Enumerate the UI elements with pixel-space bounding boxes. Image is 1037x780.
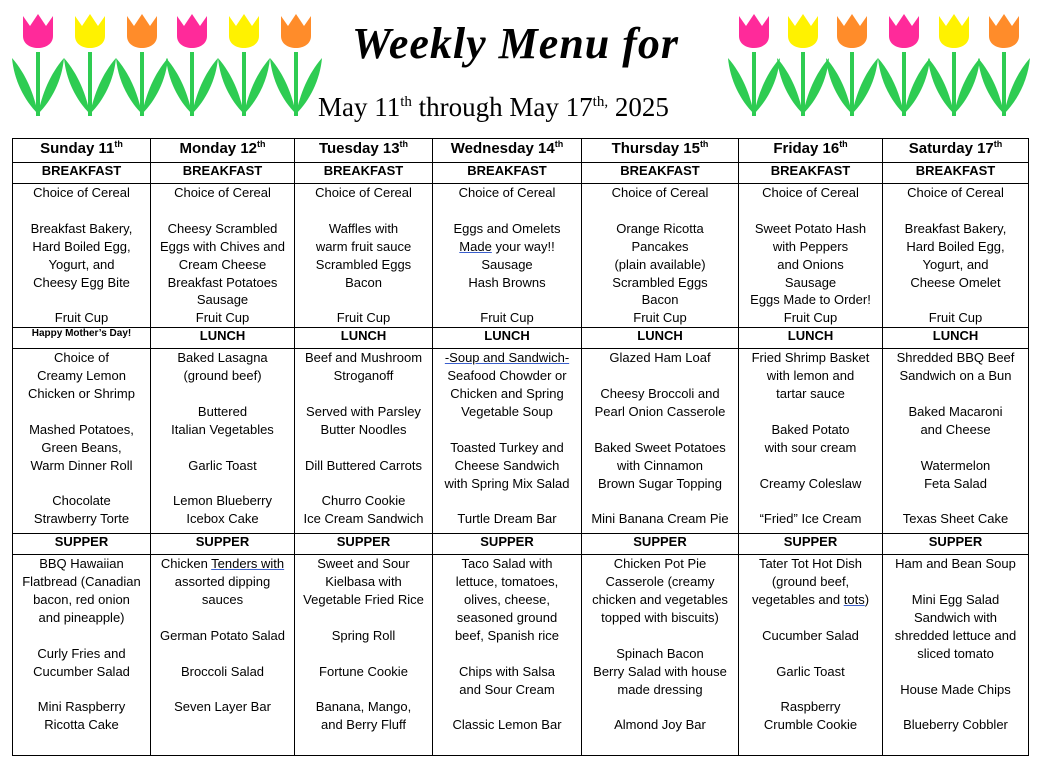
- lunch-cell: [739, 349, 883, 534]
- tulip-leaf: [38, 58, 64, 114]
- supper-cell: [433, 555, 582, 756]
- menu-item-line: [883, 698, 1028, 716]
- supper-label: SUPPER: [582, 534, 739, 555]
- menu-item-line: Seafood Chowder or: [447, 368, 567, 384]
- supper-label: SUPPER: [295, 534, 433, 555]
- tulip-flower: [281, 14, 311, 48]
- menu-item-line: Sweet and Sour: [317, 556, 410, 572]
- menu-item-line: Hard Boiled Egg,: [32, 238, 131, 254]
- menu-item-line: Green Beans,: [41, 439, 122, 455]
- menu-item-line: Stroganoff: [333, 368, 394, 384]
- menu-item-line: assorted dipping: [174, 574, 271, 590]
- lunch-label: LUNCH: [739, 328, 883, 349]
- lunch-label: LUNCH: [883, 328, 1029, 349]
- menu-item-line: [295, 645, 432, 663]
- supper-label-row: [13, 534, 1029, 555]
- menu-item-line: Breakfast Potatoes: [167, 274, 278, 290]
- menu-item-line: Choice of Cereal: [611, 185, 709, 200]
- tulip-flower: [177, 14, 207, 48]
- supper-row: [13, 555, 1029, 756]
- menu-item-line: Butter Noodles: [320, 421, 407, 437]
- menu-item-line: Watermelon: [920, 457, 991, 473]
- menu-item-line: “Fried” Ice Cream: [759, 511, 862, 527]
- menu-item-line: Sandwich on a Bun: [899, 368, 1012, 384]
- menu-item-line: Chicken Pot Pie: [613, 556, 707, 572]
- menu-item-line: chicken and vegetables: [592, 592, 728, 608]
- menu-item-line: Scrambled Eggs: [612, 274, 708, 290]
- menu-item-line: [433, 698, 581, 716]
- menu-item-line: Glazed Ham Loaf: [609, 350, 711, 366]
- menu-item-line: Fortune Cookie: [319, 663, 408, 679]
- menu-item-line: Fruit Cup: [783, 310, 838, 326]
- menu-item-line: Beef and Mushroom: [304, 350, 423, 366]
- menu-item-line: and pineapple): [38, 609, 125, 625]
- lunch-cell: [151, 349, 295, 534]
- menu-item-line: Cheesy Broccoli and: [600, 386, 720, 402]
- menu-item-line: German Potato Salad: [159, 627, 286, 643]
- menu-item-line: [13, 202, 150, 220]
- menu-item-line: Baked Macaroni: [908, 403, 1003, 419]
- menu-table: [12, 138, 1029, 756]
- menu-item-line: Turtle Dream Bar: [457, 511, 557, 527]
- breakfast-cell: [739, 184, 883, 328]
- menu-item-line: [151, 475, 294, 493]
- menu-item-line: Chicken Tenders with: [160, 556, 285, 572]
- tulip-flower: [889, 14, 919, 48]
- tulip-leaf: [904, 58, 930, 114]
- breakfast-row: [13, 184, 1029, 328]
- menu-item-line: Ice Cream Sandwich: [303, 511, 424, 527]
- supper-cell: [295, 555, 433, 756]
- menu-item-line: Ricotta Cake: [44, 717, 119, 733]
- menu-item-line: bacon, red onion: [33, 592, 130, 608]
- menu-item-line: Fried Shrimp Basket: [751, 350, 870, 366]
- menu-item-line: Broccoli Salad: [180, 663, 265, 679]
- menu-item-line: Pancakes: [631, 238, 689, 254]
- menu-item-line: Eggs and Omelets: [453, 220, 561, 236]
- menu-item-line: Hash Browns: [468, 274, 546, 290]
- menu-item-line: Crumble Cookie: [763, 717, 858, 733]
- menu-item-line: Blueberry Cobbler: [903, 717, 1008, 733]
- menu-item-line: Made your way!!: [459, 238, 555, 254]
- tulip-leaf: [803, 58, 829, 114]
- menu-item-line: Fruit Cup: [336, 310, 391, 326]
- tulip-leaf: [728, 58, 754, 114]
- menu-item-line: [582, 698, 738, 716]
- menu-item-line: Classic Lemon Bar: [452, 717, 562, 733]
- tulip-leaf: [826, 58, 852, 114]
- date-range-subtitle: May 11th through May $17^{th,}$ 2025: [318, 92, 669, 122]
- supper-cell: [883, 555, 1029, 756]
- menu-item-line: [883, 439, 1028, 457]
- lunch-label: LUNCH: [295, 328, 433, 349]
- menu-item-line: Fruit Cup: [54, 310, 109, 326]
- lunch-cell: [295, 349, 433, 534]
- supper-label: SUPPER: [883, 534, 1029, 555]
- menu-item-line: Shredded BBQ Beef: [896, 350, 1015, 366]
- menu-item-line: Lemon Blueberry: [173, 493, 272, 509]
- lunch-cell: [883, 349, 1029, 534]
- menu-item-line: [739, 492, 882, 510]
- menu-item-line: Mini Banana Cream Pie: [591, 511, 729, 527]
- tulip-flower: [939, 14, 969, 48]
- menu-item-line: [883, 492, 1028, 510]
- menu-item-line: Spinach Bacon: [616, 645, 704, 661]
- menu-item-line: and Berry Fluff: [320, 717, 407, 733]
- menu-item-line: with lemon and: [766, 368, 855, 384]
- page-title: Weekly Menu for: [352, 19, 680, 68]
- menu-item-line: and Cheese: [920, 421, 991, 437]
- menu-item-line: Chips with Salsa: [458, 663, 556, 679]
- menu-item-line: Fruit Cup: [633, 310, 687, 326]
- menu-item-line: Garlic Toast: [188, 457, 257, 473]
- menu-item-line: (plain available): [614, 256, 706, 272]
- tulip-flower: [229, 14, 259, 48]
- menu-item-line: [582, 492, 738, 510]
- menu-item-line: Creamy Lemon: [37, 368, 126, 384]
- menu-item-line: Creamy Coleslaw: [759, 475, 862, 491]
- menu-item-line: [582, 367, 738, 385]
- menu-item-line: Banana, Mango,: [315, 699, 412, 715]
- menu-item-line: Raspberry: [780, 699, 841, 715]
- menu-item-line: [295, 291, 432, 309]
- menu-item-line: [739, 609, 882, 627]
- menu-item-line: [295, 681, 432, 699]
- breakfast-label: BREAKFAST: [582, 163, 739, 184]
- menu-item-line: Italian Vegetables: [171, 421, 274, 437]
- breakfast-cell: [295, 184, 433, 328]
- breakfast-label-row: [13, 163, 1029, 184]
- day-wednesday: Wednesday 14th: [433, 139, 582, 163]
- menu-item-line: Ham and Bean Soup: [895, 556, 1016, 572]
- menu-item-line: Churro Cookie: [321, 493, 406, 509]
- menu-item-line: Served with Parsley: [306, 403, 421, 419]
- menu-item-line: BBQ Hawaiian: [39, 556, 124, 572]
- day-tuesday: Tuesday 13th: [295, 139, 433, 163]
- menu-item-line: House Made Chips: [900, 681, 1011, 697]
- tulip-flower: [75, 14, 105, 48]
- tulips-decoration-right: [728, 8, 1033, 120]
- menu-item-line: Choice of Cereal: [907, 185, 1004, 200]
- tulip-leaf: [64, 58, 90, 114]
- menu-item-line: Cheese Sandwich: [454, 457, 560, 473]
- menu-item-line: [582, 627, 738, 645]
- tulip-leaf: [270, 58, 296, 114]
- menu-item-line: Texas Sheet Cake: [902, 511, 1009, 527]
- menu-item-line: [151, 202, 294, 220]
- menu-item-line: [883, 202, 1028, 220]
- tulip-flower: [989, 14, 1019, 48]
- menu-item-line: Yogurt, and: [922, 256, 989, 272]
- tulip-leaf: [90, 58, 116, 114]
- menu-item-line: sauces: [201, 592, 244, 608]
- supper-label: SUPPER: [13, 534, 151, 555]
- menu-item-line: lettuce, tomatoes,: [455, 574, 559, 590]
- menu-item-line: Berry Salad with house: [593, 663, 727, 679]
- menu-item-line: Bacon: [641, 292, 679, 308]
- menu-item-line: [739, 681, 882, 699]
- menu-item-line: [433, 291, 581, 309]
- menu-item-line: Toasted Turkey and: [450, 439, 564, 455]
- menu-item-line: Taco Salad with: [461, 556, 553, 572]
- menu-item-line: made dressing: [617, 681, 703, 697]
- menu-item-line: with Spring Mix Salad: [444, 475, 570, 491]
- menu-item-line: [13, 681, 150, 699]
- menu-item-line: with Cinnamon: [617, 457, 703, 473]
- menu-item-line: Baked Potato: [771, 421, 850, 437]
- day-saturday: Saturday 17th: [883, 139, 1029, 163]
- breakfast-label: BREAKFAST: [13, 163, 151, 184]
- menu-item-line: Cheesy Scrambled: [167, 220, 278, 236]
- menu-item-line: [151, 385, 294, 403]
- breakfast-label: BREAKFAST: [433, 163, 582, 184]
- menu-item-line: and Sour Cream: [459, 681, 555, 697]
- lunch-cell: [433, 349, 582, 534]
- menu-item-line: Yogurt, and: [48, 256, 115, 272]
- menu-item-line: Bacon: [345, 274, 382, 290]
- menu-item-line: olives, cheese,: [464, 592, 550, 608]
- lunch-row: [13, 349, 1029, 534]
- menu-item-line: Almond Joy Bar: [614, 717, 706, 733]
- menu-item-line: Waffles with: [328, 220, 399, 236]
- menu-item-line: [883, 663, 1028, 681]
- menu-item-line: -Soup and Sandwich-: [444, 350, 570, 366]
- menu-item-line: Cheese Omelet: [910, 274, 1001, 290]
- menu-item-line: with Peppers: [772, 238, 849, 254]
- tulip-flower: [23, 14, 53, 48]
- menu-item-line: Tater Tot Hot Dish: [758, 556, 863, 572]
- day-thursday: Thursday 15th: [582, 139, 739, 163]
- menu-item-line: Mashed Potatoes,: [29, 421, 134, 437]
- menu-item-line: Chocolate: [52, 493, 111, 509]
- menu-item-line: beef, Spanish rice: [454, 627, 560, 643]
- menu-item-line: [433, 421, 581, 439]
- breakfast-cell: [582, 184, 739, 328]
- tulip-leaf: [142, 58, 168, 114]
- lunch-label: LUNCH: [433, 328, 582, 349]
- menu-item-line: Choice of: [54, 350, 109, 366]
- menu-item-line: Choice of Cereal: [458, 185, 556, 200]
- mothers-day-note: Happy Mother’s Day!: [13, 328, 151, 349]
- menu-item-line: [151, 439, 294, 457]
- menu-item-line: Garlic Toast: [776, 663, 845, 679]
- menu-item-line: Sausage: [784, 274, 837, 290]
- menu-item-line: [151, 609, 294, 627]
- tulip-leaf: [1004, 58, 1030, 114]
- tulip-leaf: [116, 58, 142, 114]
- breakfast-cell: [433, 184, 582, 328]
- menu-item-line: [295, 475, 432, 493]
- menu-item-line: Dill Buttered Carrots: [304, 457, 423, 473]
- tulip-flower: [788, 14, 818, 48]
- menu-item-line: [13, 627, 150, 645]
- menu-item-line: [433, 645, 581, 663]
- menu-item-line: [13, 403, 150, 421]
- menu-item-line: [13, 291, 150, 309]
- lunch-label: LUNCH: [151, 328, 295, 349]
- tulip-leaf: [852, 58, 878, 114]
- menu-item-line: Seven Layer Bar: [174, 699, 271, 715]
- menu-item-line: Breakfast Bakery,: [30, 220, 133, 236]
- menu-item-line: Sweet Potato Hash: [754, 220, 867, 236]
- supper-cell: [739, 555, 883, 756]
- tulip-leaf: [928, 58, 954, 114]
- menu-item-line: [582, 421, 738, 439]
- menu-item-line: Chicken or Shrimp: [28, 386, 135, 402]
- lunch-cell: [13, 349, 151, 534]
- menu-item-line: [433, 492, 581, 510]
- tulip-leaf: [878, 58, 904, 114]
- tulip-leaf: [954, 58, 980, 114]
- tulip-flower: [127, 14, 157, 48]
- menu-item-line: Cream Cheese: [178, 256, 267, 272]
- tulip-leaf: [777, 58, 803, 114]
- menu-item-line: [295, 439, 432, 457]
- day-header-row: [13, 139, 1029, 163]
- menu-item-line: Fruit Cup: [195, 310, 250, 326]
- tulip-leaf: [166, 58, 192, 114]
- menu-item-line: [739, 403, 882, 421]
- menu-item-line: Vegetable Fried Rice: [303, 592, 424, 608]
- menu-item-line: Cucumber Salad: [33, 663, 130, 679]
- menu-item-line: Spring Roll: [331, 627, 396, 643]
- menu-item-line: Orange Ricotta: [616, 220, 704, 236]
- menu-item-line: Cheesy Egg Bite: [33, 274, 130, 290]
- menu-item-line: Kielbasa with: [325, 574, 402, 590]
- menu-item-line: [582, 202, 738, 220]
- tulip-flower: [837, 14, 867, 48]
- menu-item-line: [295, 609, 432, 627]
- menu-item-line: Strawberry Torte: [33, 511, 130, 527]
- menu-item-line: [883, 573, 1028, 591]
- menu-item-line: Eggs with Chives and: [159, 238, 285, 254]
- menu-item-line: [151, 645, 294, 663]
- menu-item-line: Pearl Onion Casserole: [594, 403, 726, 419]
- breakfast-label: BREAKFAST: [295, 163, 433, 184]
- supper-cell: [151, 555, 295, 756]
- tulip-flower: [739, 14, 769, 48]
- menu-item-line: Brown Sugar Topping: [597, 475, 723, 491]
- menu-item-line: (ground beef): [183, 368, 262, 384]
- supper-label: SUPPER: [739, 534, 883, 555]
- menu-item-line: and Onions: [777, 256, 844, 272]
- tulip-leaf: [12, 58, 38, 114]
- day-monday: Monday 12th: [151, 139, 295, 163]
- tulip-leaf: [192, 58, 218, 114]
- menu-item-line: Baked Lasagna: [177, 350, 268, 366]
- menu-item-line: Fruit Cup: [480, 310, 534, 326]
- menu-item-line: Vegetable Soup: [461, 403, 553, 419]
- breakfast-cell: [151, 184, 295, 328]
- menu-item-line: [295, 202, 432, 220]
- menu-item-line: seasoned ground: [456, 609, 558, 625]
- menu-item-line: Cucumber Salad: [762, 627, 859, 643]
- menu-item-line: Mini Egg Salad: [911, 592, 1000, 608]
- menu-item-line: Icebox Cake: [186, 511, 259, 527]
- menu-item-line: [13, 475, 150, 493]
- lunch-label-row: [13, 328, 1029, 349]
- breakfast-label: BREAKFAST: [739, 163, 883, 184]
- menu-item-line: [151, 681, 294, 699]
- tulip-leaf: [978, 58, 1004, 114]
- menu-item-line: Flatbread (Canadian: [22, 574, 141, 590]
- breakfast-cell: [883, 184, 1029, 328]
- menu-item-line: Baked Sweet Potatoes: [594, 439, 726, 455]
- menu-item-line: Chicken and Spring: [450, 386, 564, 402]
- menu-item-line: topped with biscuits): [601, 609, 719, 625]
- supper-cell: [13, 555, 151, 756]
- lunch-label: LUNCH: [582, 328, 739, 349]
- tulip-leaf: [754, 58, 780, 114]
- menu-item-line: Sandwich with: [913, 609, 998, 625]
- menu-item-line: Buttered: [197, 403, 248, 419]
- menu-item-line: sliced tomato: [917, 645, 994, 661]
- menu-item-line: [739, 457, 882, 475]
- tulip-leaf: [218, 58, 244, 114]
- supper-label: SUPPER: [151, 534, 295, 555]
- menu-item-line: with sour cream: [764, 439, 857, 455]
- menu-item-line: tartar sauce: [776, 386, 845, 402]
- menu-item-line: [739, 645, 882, 663]
- menu-item-line: warm fruit sauce: [315, 238, 412, 254]
- menu-item-line: [739, 202, 882, 220]
- menu-item-line: Choice of Cereal: [762, 185, 859, 200]
- menu-item-line: vegetables and tots): [751, 592, 870, 608]
- breakfast-label: BREAKFAST: [883, 163, 1029, 184]
- menu-item-line: [883, 385, 1028, 403]
- menu-item-line: Mini Raspberry: [37, 699, 126, 715]
- menu-item-line: [883, 291, 1028, 309]
- menu-item-line: [433, 202, 581, 220]
- menu-item-line: Warm Dinner Roll: [30, 457, 133, 473]
- menu-item-line: Eggs Made to Order!: [750, 292, 871, 308]
- menu-item-line: Hard Boiled Egg,: [906, 238, 1005, 254]
- breakfast-label: BREAKFAST: [151, 163, 295, 184]
- menu-item-line: Choice of Cereal: [315, 185, 412, 200]
- supper-cell: [582, 555, 739, 756]
- menu-item-line: (ground beef,: [771, 574, 850, 590]
- menu-item-line: Choice of Cereal: [174, 185, 271, 200]
- breakfast-cell: [13, 184, 151, 328]
- menu-item-line: Curly Fries and: [37, 645, 126, 661]
- menu-item-line: Sausage: [196, 292, 249, 308]
- menu-item-line: Sausage: [481, 256, 533, 272]
- menu-item-line: Choice of Cereal: [33, 185, 130, 200]
- menu-item-line: Breakfast Bakery,: [904, 220, 1007, 236]
- day-friday: Friday 16th: [739, 139, 883, 163]
- day-sunday: Sunday 11th: [13, 139, 151, 163]
- menu-item-line: Scrambled Eggs: [315, 256, 412, 272]
- menu-item-line: [295, 385, 432, 403]
- tulip-leaf: [244, 58, 270, 114]
- tulips-decoration-left: [12, 8, 322, 120]
- menu-item-line: Fruit Cup: [928, 310, 983, 326]
- supper-label: SUPPER: [433, 534, 582, 555]
- menu-item-line: Casserole (creamy: [605, 574, 715, 590]
- menu-item-line: Feta Salad: [924, 475, 987, 491]
- menu-item-line: shredded lettuce and: [894, 627, 1017, 643]
- lunch-cell: [582, 349, 739, 534]
